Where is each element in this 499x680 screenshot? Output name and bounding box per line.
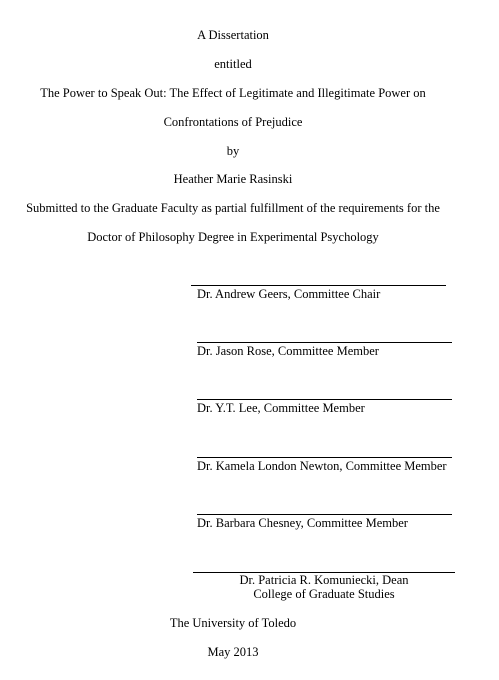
dissertation-title-line-2: Confrontations of Prejudice [163,115,303,129]
dissertation-title-line-1: The Power to Speak Out: The Effect of Legitimate and Illegitimate Power on [40,86,426,100]
entitled-label: entitled [214,57,252,71]
committee-member-label: Dr. Y.T. Lee, Committee Member [197,401,365,415]
submission-statement-line-1: Submitted to the Graduate Faculty as partial fulfillment of the requirements for the [26,201,440,215]
university-name: The University of Toledo [169,616,297,630]
signature-line-chair [191,285,446,286]
submission-statement-line-2: Doctor of Philosophy Degree in Experimental Psychology [87,230,379,244]
dean-college: College of Graduate Studies [253,587,395,601]
committee-member-label: Dr. Jason Rose, Committee Member [197,344,379,358]
committee-member-label: Dr. Kamela London Newton, Committee Member [197,459,447,473]
committee-chair-label: Dr. Andrew Geers, Committee Chair [197,287,381,301]
author-name: Heather Marie Rasinski [173,172,293,186]
committee-member-label: Dr. Barbara Chesney, Committee Member [197,516,408,530]
signature-line-member-4 [197,514,452,515]
dean-name: Dr. Patricia R. Komuniecki, Dean [239,573,409,587]
document-type: A Dissertation [197,28,269,42]
signature-line-member-2 [197,399,452,400]
signature-line-member-1 [197,342,452,343]
submission-date: May 2013 [207,645,259,659]
signature-line-member-3 [197,457,452,458]
by-label: by [226,144,240,158]
